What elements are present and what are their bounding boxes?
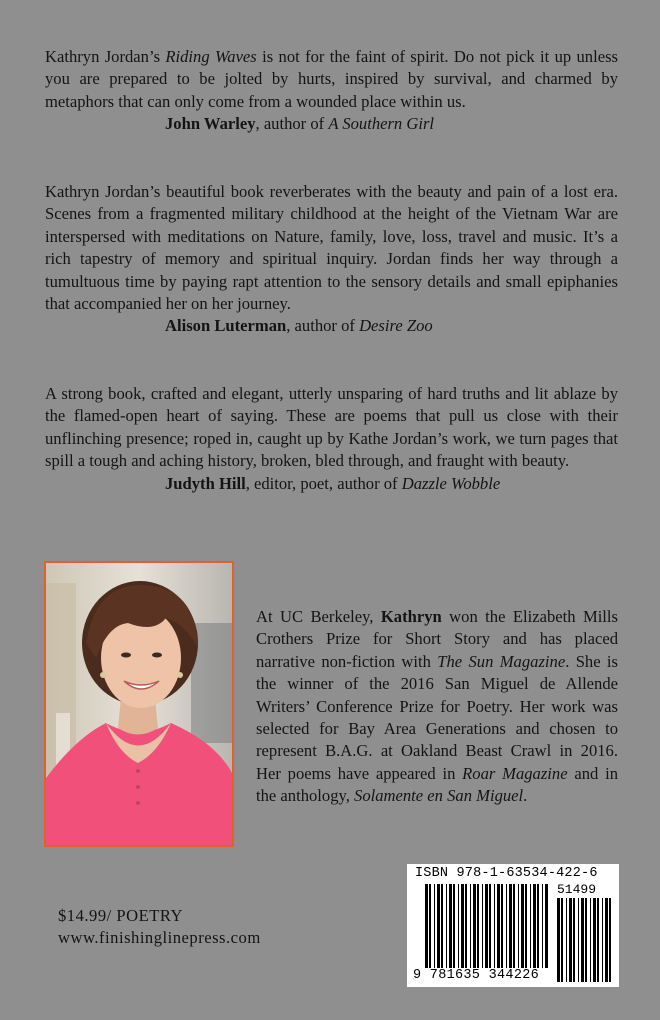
blurb-2 xyxy=(45,181,618,338)
author-photo xyxy=(44,561,234,847)
blurb-3-text-part: A strong book, crafted and elegant, utterly unsparing of hard truths and lit ablaze by the flamed-open heart of saying. These are poems that pull us close with their unflinching presence; roped in, caught up by Kathe Jordan’s work, we turn pages that spill a tough and aching history, broken, bled through, and fraught with beauty. xyxy=(45,384,618,471)
barcode-bar xyxy=(537,884,539,968)
author-portrait-illustration xyxy=(46,563,232,845)
barcode-bar xyxy=(605,898,608,982)
blurb-1-author: John Warley xyxy=(165,114,256,134)
blurb-2-text-part: Kathryn Jordan’s beautiful book reverberates with the beauty and pain of a lost era. Scenes from a fragmented military childhood at the height of the Vietnam War are interspersed with meditations on Nature, family, love, loss, travel and music. It’s a rich tapestry of memory and spiritual inquiry. Jordan finds her way through a tumultuous time by paying rapt attention to the sensory details and small epiphanies that accompanied her on her journey. xyxy=(45,182,618,314)
barcode-bar xyxy=(441,884,443,968)
barcode-bar xyxy=(525,884,527,968)
blurb-2-author: Alison Luterman xyxy=(165,316,287,336)
blurb-1-text-part: is not for the faint of spirit. Do not pick it up unless you are prepared to be jolted by hurts, inspired by survival, and charmed by metaphors that can only come from a wounded place within us. xyxy=(45,47,618,111)
barcode-bar xyxy=(429,884,431,968)
bio-publication: Roar Magazine xyxy=(462,763,568,783)
author-bio xyxy=(256,606,618,808)
blurb-3-author: Judyth Hill xyxy=(165,473,246,493)
book-title-riding-waves: Riding Waves xyxy=(165,47,257,66)
blurb-2-attribution xyxy=(45,315,618,337)
barcode-bar xyxy=(530,884,531,968)
blurb-2-work: Desire Zoo xyxy=(359,316,433,336)
barcode-bar xyxy=(518,884,519,968)
blurb-2-credit: , author of xyxy=(286,316,360,336)
barcode-bar xyxy=(513,884,515,968)
barcode-bar xyxy=(494,884,495,968)
bio-text: At UC Berkeley, xyxy=(256,607,381,626)
blurb-3-credit: , editor, poet, author of xyxy=(245,473,402,493)
bio-text: . She is the winner of the 2016 San Miguel de Allende Writers’ Conference Prize for Poetry. Her work was selected for Bay Area Generations and chosen to represent B.A.G. at Oakland Beast Crawl in 2016. Her poems have appeared in xyxy=(256,651,618,783)
barcode-bar xyxy=(573,898,575,982)
barcode-bar xyxy=(557,898,560,982)
barcode-bar xyxy=(609,898,611,982)
blurb-3-work: Dazzle Wobble xyxy=(401,473,501,493)
publisher-website[interactable]: www.finishinglinepress.com xyxy=(58,928,261,948)
barcode-bar xyxy=(506,884,507,968)
barcode-bar xyxy=(542,884,543,968)
barcode-bar xyxy=(449,884,452,968)
barcode-bar xyxy=(453,884,455,968)
barcode-bar xyxy=(509,884,512,968)
barcode-bar xyxy=(458,884,459,968)
barcode-bar xyxy=(521,884,524,968)
bio-text: . xyxy=(523,786,528,806)
blurb-1-text xyxy=(45,46,618,113)
blurb-3-attribution xyxy=(45,473,618,495)
bio-publication: Solamente en San Miguel xyxy=(354,786,524,806)
blurb-1-text-part: Kathryn Jordan’s xyxy=(45,47,166,66)
barcode-bar xyxy=(437,884,440,968)
barcode-bar xyxy=(501,884,503,968)
barcode-bar xyxy=(545,884,548,968)
bio-text: and in the anthology, xyxy=(256,763,618,806)
barcode-bar xyxy=(434,884,435,968)
barcode-bar xyxy=(593,898,596,982)
blurb-1-credit: , author of xyxy=(255,114,329,134)
blurb-1-attribution xyxy=(45,113,618,135)
barcode-bar xyxy=(590,898,591,982)
price-block xyxy=(58,905,261,950)
barcode-bar xyxy=(581,898,584,982)
barcode-bar xyxy=(533,884,536,968)
barcode-bar xyxy=(465,884,467,968)
price-addon-number: 51499 xyxy=(557,882,597,897)
bio-text: won the Elizabeth Mills Crothers Prize for Short Story and has placed narrative non-fiction with xyxy=(256,607,618,671)
price-category: $14.99/ POETRY xyxy=(58,906,184,925)
bio-publication: The Sun Magazine xyxy=(437,651,566,671)
barcode-bar xyxy=(566,898,567,982)
blurb-1-work: A Southern Girl xyxy=(328,114,435,134)
barcode-bar xyxy=(446,884,447,968)
isbn-barcode xyxy=(407,864,619,987)
barcode-bar xyxy=(425,884,428,968)
barcode-bar xyxy=(597,898,599,982)
barcode-bar xyxy=(477,884,479,968)
barcode-bar xyxy=(569,898,572,982)
isbn-label: ISBN 978-1-63534-422-6 xyxy=(415,866,598,881)
bio-author-name: Kathryn xyxy=(380,607,442,626)
barcode-bar xyxy=(561,898,563,982)
barcode-bar xyxy=(602,898,603,982)
blurb-3 xyxy=(45,383,618,495)
barcode-bar xyxy=(497,884,500,968)
ean-number: 9 781635 344226 xyxy=(413,968,540,983)
barcode-bar xyxy=(485,884,488,968)
blurb-3-text xyxy=(45,383,618,473)
barcode-bar xyxy=(482,884,483,968)
barcode-bar xyxy=(578,898,579,982)
barcode-bar xyxy=(489,884,491,968)
blurb-2-text xyxy=(45,181,618,315)
barcode-bar xyxy=(585,898,587,982)
barcode-bar xyxy=(470,884,471,968)
barcode-bar xyxy=(473,884,476,968)
blurb-1 xyxy=(45,46,618,136)
barcode-bar xyxy=(461,884,464,968)
